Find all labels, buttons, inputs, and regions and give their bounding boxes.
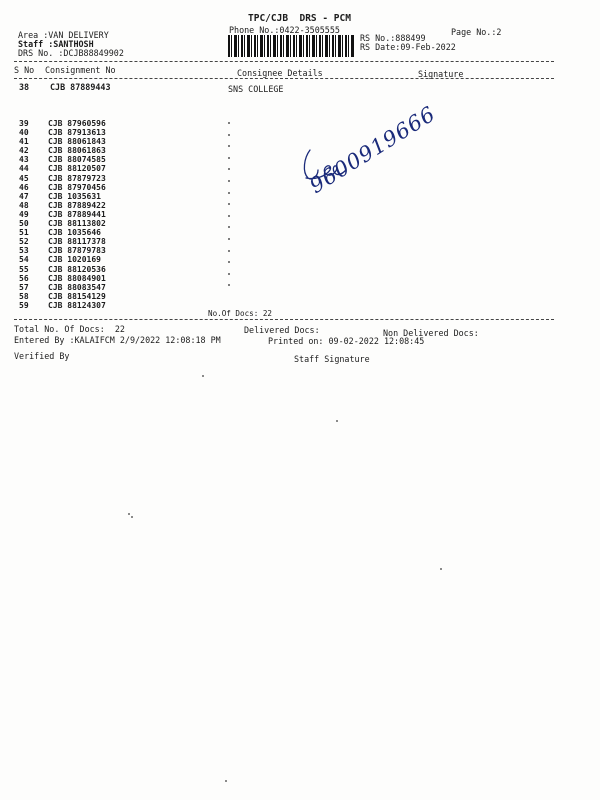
- table-row: [19, 137, 106, 146]
- table-row: [19, 246, 106, 255]
- column-header-signature: Signature: [418, 69, 464, 79]
- row-consignment: CJB 1035631: [48, 191, 101, 201]
- row-consignment: CJB 87889422: [48, 200, 106, 210]
- drs-number: DRS No. :DCJB88849902: [18, 48, 124, 58]
- row-sno: 57: [19, 282, 29, 292]
- row-sno: 39: [19, 119, 29, 128]
- staff-label: Staff :SANTHOSH: [18, 39, 94, 49]
- dot-mark: [228, 273, 230, 275]
- row-consignment: CJB 88154129: [48, 291, 106, 301]
- table-row: [19, 255, 106, 264]
- page-number: Page No.:2: [451, 27, 502, 37]
- dot-mark: [228, 215, 230, 217]
- rs-date: RS Date:09-Feb-2022: [360, 42, 456, 52]
- header-divider: [14, 61, 554, 62]
- row-sno: 54: [19, 255, 29, 265]
- footer-divider: [14, 319, 554, 320]
- row-consignment: CJB 87889443: [50, 82, 111, 92]
- rs-number: RS No.:888499: [360, 33, 426, 43]
- table-row: [19, 119, 106, 128]
- row-consignment: CJB 87913613: [48, 128, 106, 138]
- scan-speck: [131, 516, 133, 518]
- row-consignee: SNS COLLEGE: [228, 84, 284, 94]
- row-consignment: CJB 87889441: [48, 209, 106, 219]
- row-sno: 38: [19, 82, 30, 92]
- row-sno: 50: [19, 219, 29, 229]
- column-header-consignment: Consignment No: [45, 65, 116, 75]
- row-sno: 59: [19, 300, 29, 310]
- barcode-image: [228, 35, 354, 57]
- area-label: Area :VAN DELIVERY: [18, 30, 109, 40]
- row-sno: 44: [19, 164, 29, 174]
- row-sno: 47: [19, 191, 29, 201]
- row-consignment: CJB 88124307: [48, 300, 106, 310]
- scan-speck: [336, 420, 338, 422]
- table-row: [19, 283, 106, 292]
- phone-number: Phone No.:0422-3505555: [229, 25, 340, 35]
- row-consignment: CJB 88074585: [48, 155, 106, 165]
- table-row: [19, 274, 106, 283]
- row-consignment: CJB 87879723: [48, 173, 106, 183]
- table-row: [19, 128, 106, 137]
- row-consignment: CJB 87879783: [48, 246, 106, 256]
- dot-mark: [228, 261, 230, 263]
- row-sno: 41: [19, 137, 29, 147]
- scan-speck: [128, 513, 130, 515]
- row-consignment: CJB 87970456: [48, 182, 106, 192]
- document-title: TPC/CJB DRS - PCM: [248, 13, 351, 24]
- column-header-consignee: Consignee Details: [237, 68, 323, 78]
- scan-speck: [225, 780, 227, 782]
- row-consignment: CJB 88117378: [48, 237, 106, 247]
- consignment-list: [19, 119, 106, 310]
- staff-signature-label: Staff Signature: [294, 354, 370, 364]
- column-divider: [14, 78, 554, 79]
- row-sno: 52: [19, 237, 29, 247]
- table-row: [19, 237, 106, 246]
- dot-mark: [228, 122, 230, 124]
- entered-by: Entered By :KALAIFCM 2/9/2022 12:08:18 PM: [14, 335, 221, 345]
- table-row: [19, 164, 106, 173]
- table-row: [19, 265, 106, 274]
- dot-mark: [228, 226, 230, 228]
- row-consignment: CJB 1035646: [48, 228, 101, 238]
- table-row: [19, 292, 106, 301]
- row-sno: 43: [19, 155, 29, 165]
- table-row: [19, 183, 106, 192]
- row-sno: 51: [19, 228, 29, 238]
- row-sno: 55: [19, 264, 29, 274]
- table-row: [19, 219, 106, 228]
- row-consignment: CJB 88084901: [48, 273, 106, 283]
- dot-mark: [228, 238, 230, 240]
- table-row: [19, 201, 106, 210]
- dot-mark: [228, 157, 230, 159]
- table-row: [19, 155, 106, 164]
- row-consignment: CJB 88061863: [48, 146, 106, 156]
- row-consignment: CJB 87960596: [48, 119, 106, 128]
- dot-mark: [228, 203, 230, 205]
- printed-on: Printed on: 09-02-2022 12:08:45: [268, 336, 425, 346]
- delivered-docs: Delivered Docs:: [244, 325, 320, 335]
- row-sno: 56: [19, 273, 29, 283]
- table-row: [19, 228, 106, 237]
- verified-by: Verified By: [14, 351, 70, 361]
- row-consignment: CJB 88120536: [48, 264, 106, 274]
- non-delivered-docs: Non Delivered Docs:: [383, 328, 479, 338]
- docs-count: No.Of Docs: 22: [208, 309, 273, 318]
- consignee-dot-column: [228, 122, 230, 296]
- table-row: [19, 192, 106, 201]
- row-consignment: CJB 88061843: [48, 137, 106, 147]
- handwritten-phone-number: 9600919666: [305, 101, 440, 198]
- dot-mark: [228, 145, 230, 147]
- scan-speck: [440, 568, 442, 570]
- row-sno: 40: [19, 128, 29, 138]
- row-consignment: CJB 88113802: [48, 219, 106, 229]
- row-sno: 42: [19, 146, 29, 156]
- table-row: [19, 210, 106, 219]
- dot-mark: [228, 192, 230, 194]
- row-sno: 46: [19, 182, 29, 192]
- row-consignment: CJB 88120507: [48, 164, 106, 174]
- dot-mark: [228, 168, 230, 170]
- table-row: [19, 301, 106, 310]
- column-header-sno: S No: [14, 65, 35, 75]
- row-sno: 53: [19, 246, 29, 256]
- row-sno: 45: [19, 173, 29, 183]
- dot-mark: [228, 134, 230, 136]
- row-sno: 58: [19, 291, 29, 301]
- row-consignment: CJB 1020169: [48, 255, 101, 265]
- row-sno: 49: [19, 209, 29, 219]
- row-consignment: CJB 88083547: [48, 282, 106, 292]
- table-row: [19, 146, 106, 155]
- row-sno: 48: [19, 200, 29, 210]
- dot-mark: [228, 284, 230, 286]
- total-docs: Total No. Of Docs: 22: [14, 324, 125, 334]
- scan-speck: [202, 375, 204, 377]
- table-row: [19, 174, 106, 183]
- dot-mark: [228, 250, 230, 252]
- dot-mark: [228, 180, 230, 182]
